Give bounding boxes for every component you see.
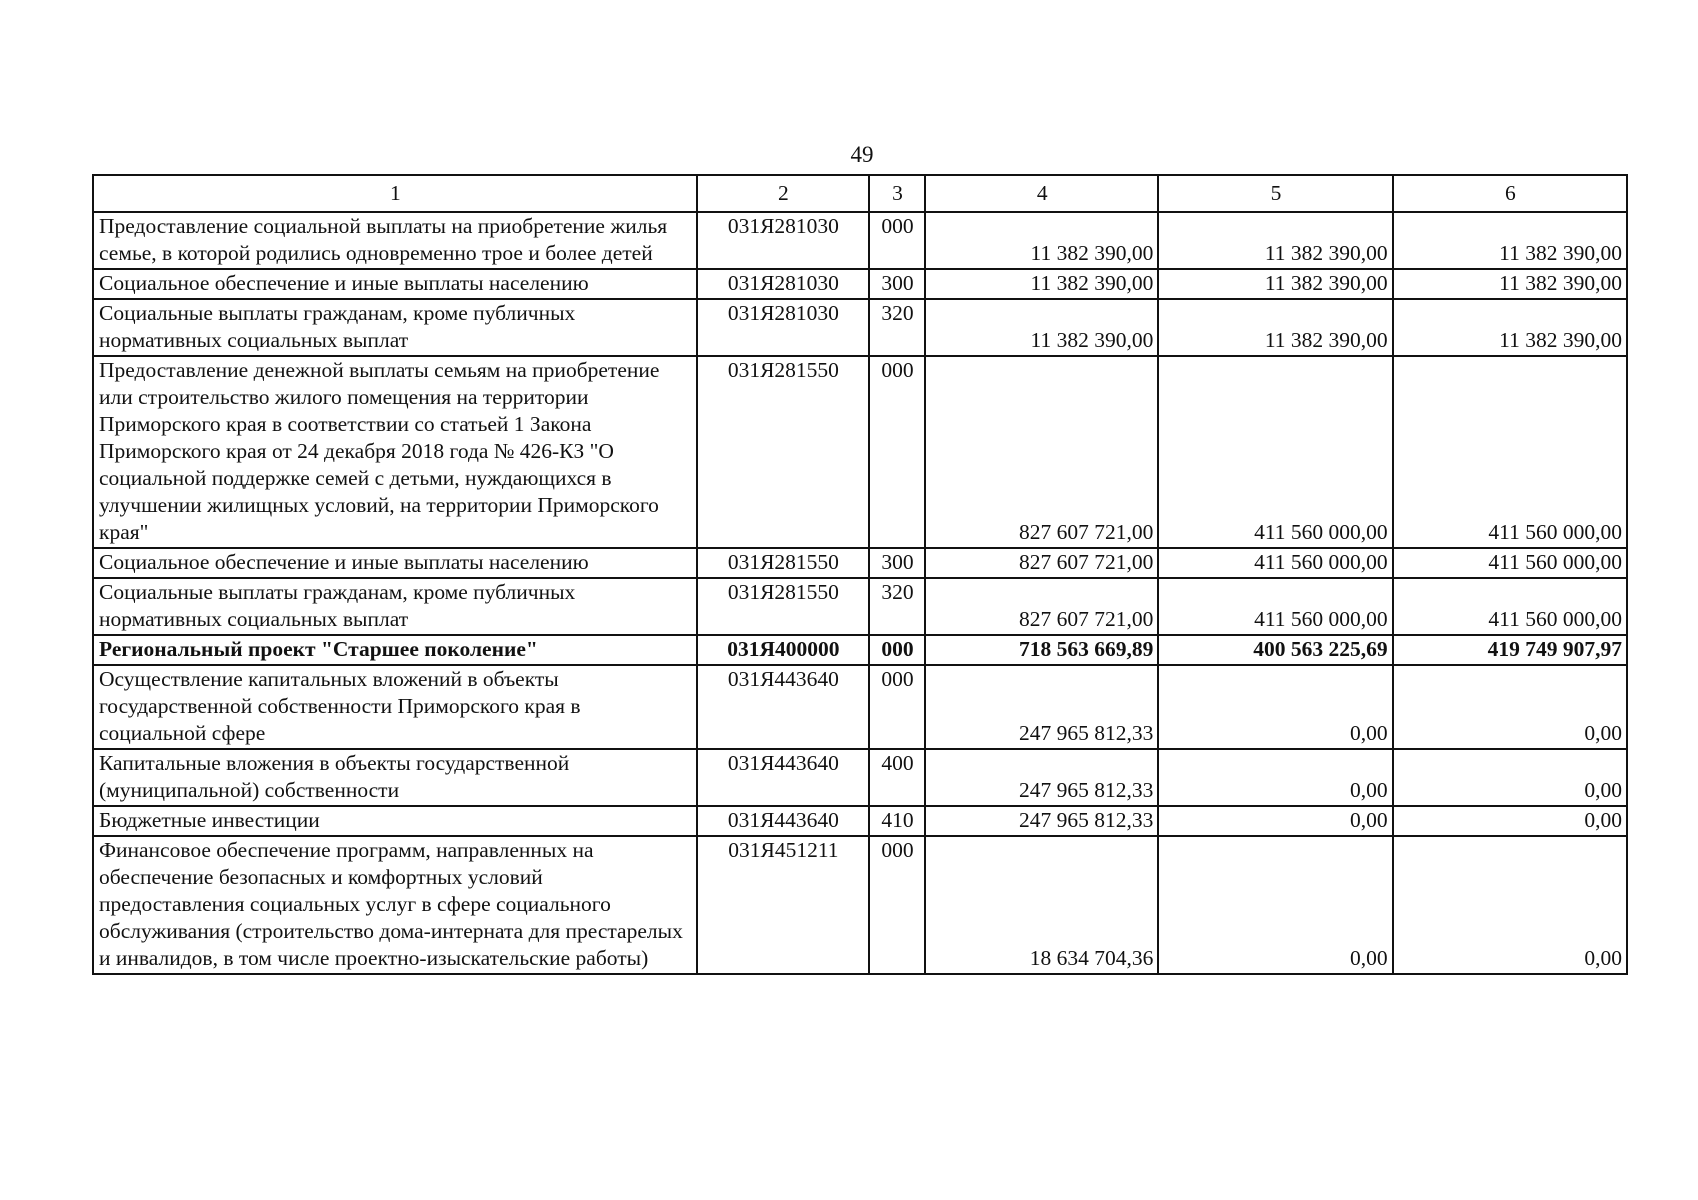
- row-code: 031Я281030: [697, 212, 869, 269]
- table-row: [93, 578, 1627, 635]
- row-name: Социальные выплаты гражданам, кроме публичных нормативных социальных выплат: [93, 299, 697, 356]
- row-amount-2: 0,00: [1158, 665, 1392, 749]
- row-expense-type: 320: [869, 578, 925, 635]
- row-expense-type: 000: [869, 836, 925, 974]
- table-row: [93, 212, 1627, 269]
- row-code: 031Я443640: [697, 749, 869, 806]
- budget-table: [92, 174, 1628, 975]
- row-expense-type: 300: [869, 269, 925, 299]
- row-code: 031Я400000: [697, 635, 869, 665]
- row-amount-2: 411 560 000,00: [1158, 548, 1392, 578]
- row-amount-2: 0,00: [1158, 806, 1392, 836]
- row-amount-2: 411 560 000,00: [1158, 578, 1392, 635]
- row-amount-1: 11 382 390,00: [925, 212, 1158, 269]
- row-amount-1: 827 607 721,00: [925, 356, 1158, 548]
- table-row: [93, 299, 1627, 356]
- row-amount-3: 0,00: [1393, 665, 1627, 749]
- row-amount-2: 411 560 000,00: [1158, 356, 1392, 548]
- row-expense-type: 320: [869, 299, 925, 356]
- header-cell-amount-3: 6: [1393, 175, 1627, 212]
- row-code: 031Я443640: [697, 665, 869, 749]
- row-amount-2: 0,00: [1158, 836, 1392, 974]
- row-amount-3: 411 560 000,00: [1393, 356, 1627, 548]
- row-expense-type: 000: [869, 635, 925, 665]
- row-expense-type: 000: [869, 356, 925, 548]
- row-amount-1: 247 965 812,33: [925, 806, 1158, 836]
- header-cell-code: 2: [697, 175, 869, 212]
- table-row: [93, 356, 1627, 548]
- row-amount-1: 827 607 721,00: [925, 548, 1158, 578]
- row-amount-3: 0,00: [1393, 749, 1627, 806]
- header-cell-amount-1: 4: [925, 175, 1158, 212]
- table-row: [93, 836, 1627, 974]
- header-cell-name: 1: [93, 175, 697, 212]
- row-expense-type: 000: [869, 212, 925, 269]
- row-name: Финансовое обеспечение программ, направленных на обеспечение безопасных и комфортных условий предоставления социальных услуг в сфере социального обслуживания (строительство дома-интерната для престарелых и инвалидов, в том числе проектно-изыскательские работы): [93, 836, 697, 974]
- row-code: 031Я451211: [697, 836, 869, 974]
- row-code: 031Я281030: [697, 299, 869, 356]
- row-expense-type: 400: [869, 749, 925, 806]
- row-amount-2: 11 382 390,00: [1158, 212, 1392, 269]
- row-amount-2: 0,00: [1158, 749, 1392, 806]
- table-body: [93, 212, 1627, 974]
- row-amount-3: 419 749 907,97: [1393, 635, 1627, 665]
- row-name: Социальное обеспечение и иные выплаты населению: [93, 269, 697, 299]
- row-name: Региональный проект "Старшее поколение": [93, 635, 697, 665]
- row-name: Осуществление капитальных вложений в объекты государственной собственности Приморского края в социальной сфере: [93, 665, 697, 749]
- row-amount-2: 400 563 225,69: [1158, 635, 1392, 665]
- table-row: [93, 635, 1627, 665]
- row-code: 031Я281550: [697, 356, 869, 548]
- row-amount-1: 718 563 669,89: [925, 635, 1158, 665]
- table-row: [93, 806, 1627, 836]
- row-amount-3: 11 382 390,00: [1393, 212, 1627, 269]
- row-amount-3: 11 382 390,00: [1393, 299, 1627, 356]
- row-amount-1: 827 607 721,00: [925, 578, 1158, 635]
- row-code: 031Я281030: [697, 269, 869, 299]
- row-amount-3: 0,00: [1393, 806, 1627, 836]
- table-row: [93, 548, 1627, 578]
- table-row: [93, 749, 1627, 806]
- row-name: Капитальные вложения в объекты государственной (муниципальной) собственности: [93, 749, 697, 806]
- header-row: [93, 175, 1627, 212]
- row-amount-3: 411 560 000,00: [1393, 548, 1627, 578]
- header-cell-expense-type: 3: [869, 175, 925, 212]
- row-name: Предоставление социальной выплаты на приобретение жилья семье, в которой родились одновременно трое и более детей: [93, 212, 697, 269]
- row-amount-3: 411 560 000,00: [1393, 578, 1627, 635]
- table-row: [93, 269, 1627, 299]
- row-name: Предоставление денежной выплаты семьям на приобретение или строительство жилого помещения на территории Приморского края в соответствии со статьей 1 Закона Приморского края от 24 декабря 2018 года № 426-КЗ "О социальной поддержке семей с детьми, нуждающихся в улучшении жилищных условий, на территории Приморского края": [93, 356, 697, 548]
- row-amount-3: 11 382 390,00: [1393, 269, 1627, 299]
- row-amount-1: 11 382 390,00: [925, 269, 1158, 299]
- row-expense-type: 000: [869, 665, 925, 749]
- row-code: 031Я443640: [697, 806, 869, 836]
- row-name: Бюджетные инвестиции: [93, 806, 697, 836]
- row-amount-2: 11 382 390,00: [1158, 269, 1392, 299]
- row-amount-2: 11 382 390,00: [1158, 299, 1392, 356]
- row-amount-1: 247 965 812,33: [925, 749, 1158, 806]
- row-amount-3: 0,00: [1393, 836, 1627, 974]
- row-code: 031Я281550: [697, 548, 869, 578]
- header-cell-amount-2: 5: [1158, 175, 1392, 212]
- table-row: [93, 665, 1627, 749]
- row-expense-type: 300: [869, 548, 925, 578]
- row-expense-type: 410: [869, 806, 925, 836]
- row-name: Социальные выплаты гражданам, кроме публичных нормативных социальных выплат: [93, 578, 697, 635]
- row-amount-1: 18 634 704,36: [925, 836, 1158, 974]
- row-amount-1: 11 382 390,00: [925, 299, 1158, 356]
- page-number: 49: [850, 142, 874, 167]
- row-amount-1: 247 965 812,33: [925, 665, 1158, 749]
- row-code: 031Я281550: [697, 578, 869, 635]
- row-name: Социальное обеспечение и иные выплаты населению: [93, 548, 697, 578]
